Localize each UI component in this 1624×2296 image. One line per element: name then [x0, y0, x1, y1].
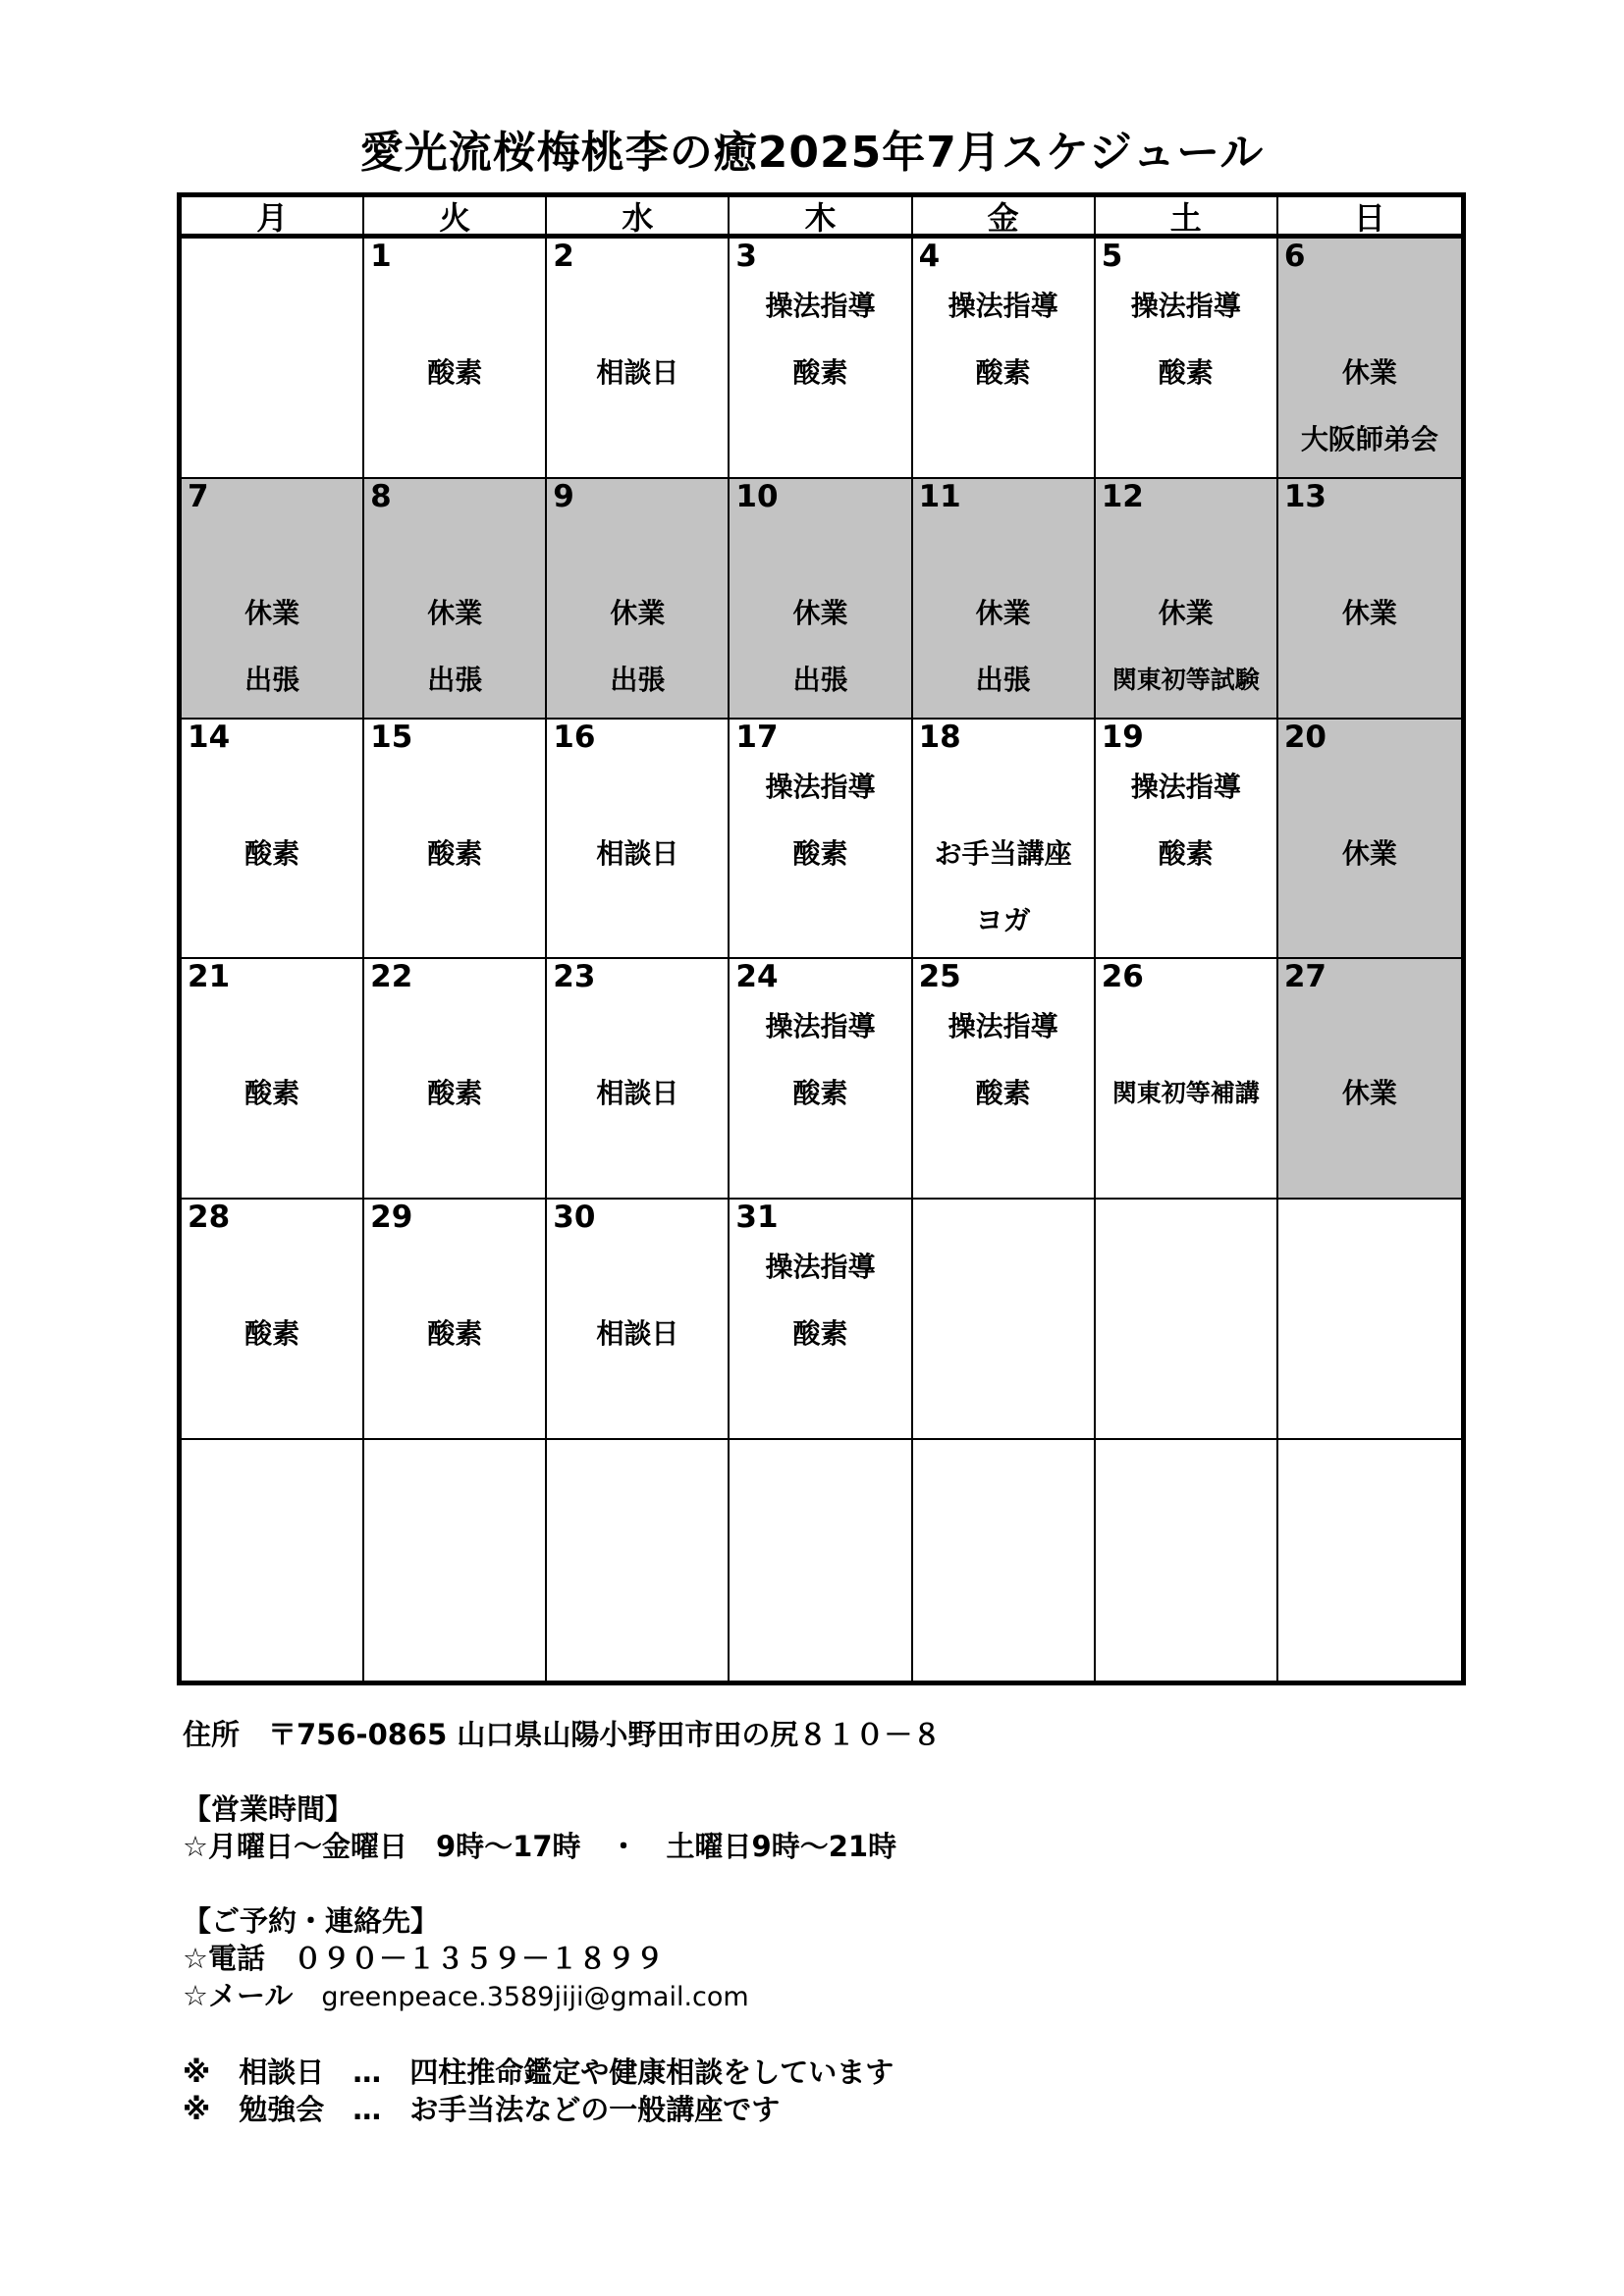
day-number: 26: [1101, 959, 1144, 995]
day-number: 24: [735, 959, 779, 995]
day-event: 酸素: [975, 356, 1031, 389]
calendar-day-cell: [364, 479, 547, 720]
day-number: 30: [553, 1200, 596, 1236]
weekday-header-tue: 火: [364, 197, 547, 239]
day-event: 酸素: [975, 1077, 1031, 1110]
day-event: 関東初等試験: [1111, 665, 1260, 694]
calendar-day-cell: [364, 1200, 547, 1440]
day-event: 操法指導: [765, 1251, 876, 1284]
calendar-day-cell: [913, 720, 1096, 960]
calendar-day-cell: [1096, 1200, 1278, 1440]
day-number: 15: [370, 719, 413, 755]
calendar-day-cell: [1278, 239, 1461, 479]
calendar-grid: [177, 192, 1466, 1685]
calendar-day-cell: [1096, 959, 1278, 1200]
calendar-day-cell: [547, 239, 730, 479]
day-number: 16: [553, 719, 596, 755]
day-event: 相談日: [596, 1077, 679, 1110]
calendar-day-cell: [913, 479, 1096, 720]
hours-line: ☆月曜日～金曜日 9時～17時 ・ 土曜日9時～21時: [183, 1830, 897, 1863]
day-number: 12: [1101, 478, 1144, 514]
day-event: 操法指導: [765, 770, 876, 803]
day-event: 酸素: [1158, 356, 1214, 389]
day-number: 14: [188, 719, 231, 755]
weekday-header-fri: 金: [913, 197, 1096, 239]
calendar-day-cell: [547, 479, 730, 720]
day-event: 相談日: [596, 836, 679, 870]
day-number: 11: [918, 478, 961, 514]
calendar-day-cell: [547, 720, 730, 960]
day-number: 31: [735, 1200, 779, 1236]
calendar-day-cell: [913, 1440, 1096, 1681]
note-consultation: ※ 相談日 … 四柱推命鑑定や健康相談をしています: [183, 2056, 894, 2089]
page-title: 愛光流桜梅桃李の癒2025年7月スケジュール: [359, 128, 1265, 178]
day-event: 酸素: [244, 1317, 300, 1351]
day-number: 27: [1283, 959, 1326, 995]
day-number: 18: [918, 719, 961, 755]
day-number: 28: [188, 1200, 231, 1236]
calendar-day-cell: [182, 720, 364, 960]
day-event: 出張: [792, 663, 848, 696]
day-event: 休業: [1341, 596, 1397, 629]
mail-line: [183, 1977, 941, 2016]
calendar-day-cell: [913, 1200, 1096, 1440]
day-event: 酸素: [792, 1077, 848, 1110]
day-event: 酸素: [427, 1077, 483, 1110]
calendar-day-cell: [182, 479, 364, 720]
day-event: 出張: [610, 663, 666, 696]
day-event: 操法指導: [947, 1010, 1058, 1043]
day-number: 8: [370, 478, 392, 514]
day-event: 酸素: [244, 836, 300, 870]
calendar-day-cell: [1278, 1440, 1461, 1681]
calendar-day-cell: [547, 1200, 730, 1440]
day-event: 休業: [427, 596, 483, 629]
weekday-header-sun: 日: [1278, 197, 1461, 239]
business-info: [183, 1716, 941, 2128]
calendar-day-cell: [1278, 720, 1461, 960]
day-event: 操法指導: [1130, 770, 1241, 803]
weekday-header-sat: 土: [1096, 197, 1278, 239]
calendar-day-cell: [1096, 1440, 1278, 1681]
day-number: 13: [1283, 478, 1326, 514]
calendar-day-cell: [730, 720, 912, 960]
day-event: 操法指導: [765, 1010, 876, 1043]
day-number: 23: [553, 959, 596, 995]
day-number: 19: [1101, 719, 1144, 755]
day-event: お手当講座: [934, 836, 1072, 870]
day-event: 休業: [610, 596, 666, 629]
day-number: 22: [370, 959, 413, 995]
mail-address[interactable]: greenpeace.3589jiji@gmail.com: [321, 1982, 749, 2012]
day-event: 酸素: [427, 836, 483, 870]
calendar-day-cell: [1278, 959, 1461, 1200]
calendar-day-cell: [182, 1200, 364, 1440]
contact-heading: 【ご予約・連絡先】: [183, 1904, 440, 1938]
calendar-day-cell: [1096, 720, 1278, 960]
calendar-day-cell: [1278, 479, 1461, 720]
day-number: 29: [370, 1200, 413, 1236]
day-event: 酸素: [244, 1077, 300, 1110]
mail-label: ☆メール: [183, 1979, 322, 2012]
day-number: 6: [1283, 239, 1306, 274]
day-number: 1: [370, 239, 392, 274]
day-event: 出張: [975, 663, 1031, 696]
day-number: 20: [1283, 719, 1326, 755]
calendar-day-cell: [730, 1440, 912, 1681]
phone-line: ☆電話 ０９０－１３５９－１８９９: [183, 1942, 664, 1975]
day-event: 相談日: [596, 356, 679, 389]
day-event: ヨガ: [975, 903, 1031, 936]
day-event: 酸素: [792, 836, 848, 870]
calendar-day-cell: [182, 239, 364, 479]
calendar-day-cell: [730, 239, 912, 479]
calendar-day-cell: [182, 959, 364, 1200]
calendar-day-cell: [547, 959, 730, 1200]
day-number: 7: [188, 478, 209, 514]
day-event: 操法指導: [947, 290, 1058, 322]
day-event: 休業: [1341, 1077, 1397, 1110]
day-event: 出張: [427, 663, 483, 696]
day-number: 4: [918, 239, 941, 274]
calendar-day-cell: [547, 1440, 730, 1681]
calendar-day-cell: [1096, 239, 1278, 479]
day-event: 操法指導: [1130, 290, 1241, 322]
calendar-day-cell: [182, 1440, 364, 1681]
day-event: 相談日: [596, 1317, 679, 1351]
day-event: 休業: [1158, 596, 1214, 629]
hours-heading: 【営業時間】: [183, 1792, 354, 1826]
weekday-header-mon: 月: [182, 197, 364, 239]
address-line: 住所 〒756-0865 山口県山陽小野田市田の尻８１０－８: [183, 1718, 942, 1751]
calendar-day-cell: [364, 1440, 547, 1681]
weekday-header-thu: 木: [730, 197, 912, 239]
calendar-day-cell: [1096, 479, 1278, 720]
day-number: 17: [735, 719, 779, 755]
calendar-day-cell: [1278, 1200, 1461, 1440]
day-event: 酸素: [427, 1317, 483, 1351]
calendar-day-cell: [730, 479, 912, 720]
day-number: 21: [188, 959, 231, 995]
calendar-day-cell: [913, 959, 1096, 1200]
day-event: 酸素: [1158, 836, 1214, 870]
day-number: 10: [735, 478, 779, 514]
day-number: 3: [735, 239, 757, 274]
calendar-day-cell: [364, 959, 547, 1200]
day-event: 休業: [244, 596, 300, 629]
day-event: 酸素: [427, 356, 483, 389]
day-event: 大阪師弟会: [1300, 423, 1438, 455]
day-number: 2: [553, 239, 574, 274]
day-event: 休業: [1341, 836, 1397, 870]
day-event: 休業: [1341, 356, 1397, 389]
note-study-group: ※ 勉強会 … お手当法などの一般講座です: [183, 2093, 781, 2126]
calendar-day-cell: [364, 239, 547, 479]
day-event: 休業: [975, 596, 1031, 629]
day-event: 休業: [792, 596, 848, 629]
weekday-header-wed: 水: [547, 197, 730, 239]
calendar-day-cell: [730, 959, 912, 1200]
day-event: 出張: [244, 663, 300, 696]
calendar-day-cell: [913, 239, 1096, 479]
day-event: 酸素: [792, 356, 848, 389]
day-event: 操法指導: [765, 290, 876, 322]
day-event: 酸素: [792, 1317, 848, 1351]
day-number: 5: [1101, 239, 1123, 274]
day-number: 9: [553, 478, 574, 514]
day-event: 関東初等補講: [1111, 1079, 1260, 1108]
day-number: 25: [918, 959, 961, 995]
calendar-day-cell: [730, 1200, 912, 1440]
calendar-day-cell: [364, 720, 547, 960]
